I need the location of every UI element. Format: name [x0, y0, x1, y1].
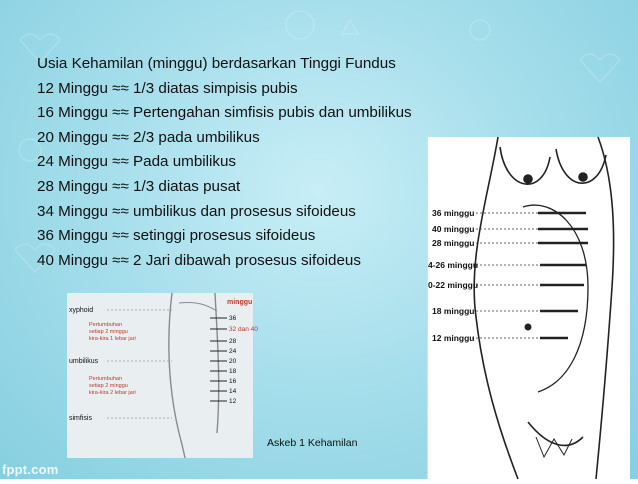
note-top-1: Pertumbuhan	[89, 322, 123, 328]
scale-20: 20	[229, 358, 237, 365]
scale-32-40: 32 dan 40	[229, 326, 258, 333]
label-24-26-minggu: 4-26 minggu	[428, 260, 479, 270]
scale-24: 24	[229, 348, 237, 355]
scale-28: 28	[229, 338, 237, 345]
scale-12: 12	[229, 398, 237, 405]
fundal-height-illustration	[427, 137, 630, 479]
fundal-scale-illustration	[67, 293, 258, 458]
line-34-minggu: 34 Minggu ≈≈ umbilikus dan prosesus sifoideus	[37, 202, 356, 220]
label-20-22-minggu: 0-22 minggu	[428, 280, 479, 290]
label-xyphoid: xyphoid	[69, 307, 94, 314]
fppt-watermark: fppt.com	[2, 462, 59, 477]
scale-14: 14	[229, 388, 237, 395]
scale-16: 16	[229, 378, 237, 385]
scale-36: 36	[229, 315, 237, 322]
line-36-minggu: 36 Minggu ≈≈ setinggi prosesus sifoideus	[37, 227, 316, 245]
scale-drawing	[67, 293, 258, 458]
note-bottom-2: setiap 2 minggu	[89, 383, 128, 389]
label-36-minggu: 36 minggu	[432, 208, 475, 218]
note-top-2: setiap 2 minggu	[89, 329, 128, 335]
label-12-minggu: 12 minggu	[432, 333, 475, 343]
line-28-minggu: 28 Minggu ≈≈ 1/3 diatas pusat	[37, 177, 241, 195]
heading-line: Usia Kehamilan (minggu) berdasarkan Tinggi Fundus	[37, 55, 396, 72]
note-top-3: kira-kira 1 lebar jari	[89, 336, 136, 342]
scale-header: minggu	[227, 299, 253, 306]
label-40-minggu: 40 minggu	[432, 224, 475, 234]
label-umbilikus: umbilikus	[69, 358, 99, 365]
note-bottom-3: kira-kira 2 lebar jari	[89, 390, 136, 396]
slide-caption: Askeb 1 Kehamilan	[267, 437, 358, 449]
label-18-minggu: 18 minggu	[432, 306, 475, 316]
line-24-minggu: 24 Minggu ≈≈ Pada umbilikus	[37, 153, 237, 171]
note-bottom-1: Pertumbuhan	[89, 376, 123, 382]
label-simfisis: simfisis	[69, 415, 92, 422]
scale-18: 18	[229, 368, 237, 375]
line-40-minggu: 40 Minggu ≈≈ 2 Jari dibawah prosesus sifoideus	[37, 251, 361, 269]
line-12-minggu: 12 Minggu ≈≈ 1/3 diatas simpisis pubis	[37, 79, 298, 97]
abdomen-drawing	[428, 137, 630, 479]
line-16-minggu: 16 Minggu ≈≈ Pertengahan simfisis pubis dan umbilikus	[37, 104, 412, 122]
line-20-minggu: 20 Minggu ≈≈ 2/3 pada umbilikus	[37, 128, 260, 146]
label-28-minggu: 28 minggu	[432, 238, 475, 248]
